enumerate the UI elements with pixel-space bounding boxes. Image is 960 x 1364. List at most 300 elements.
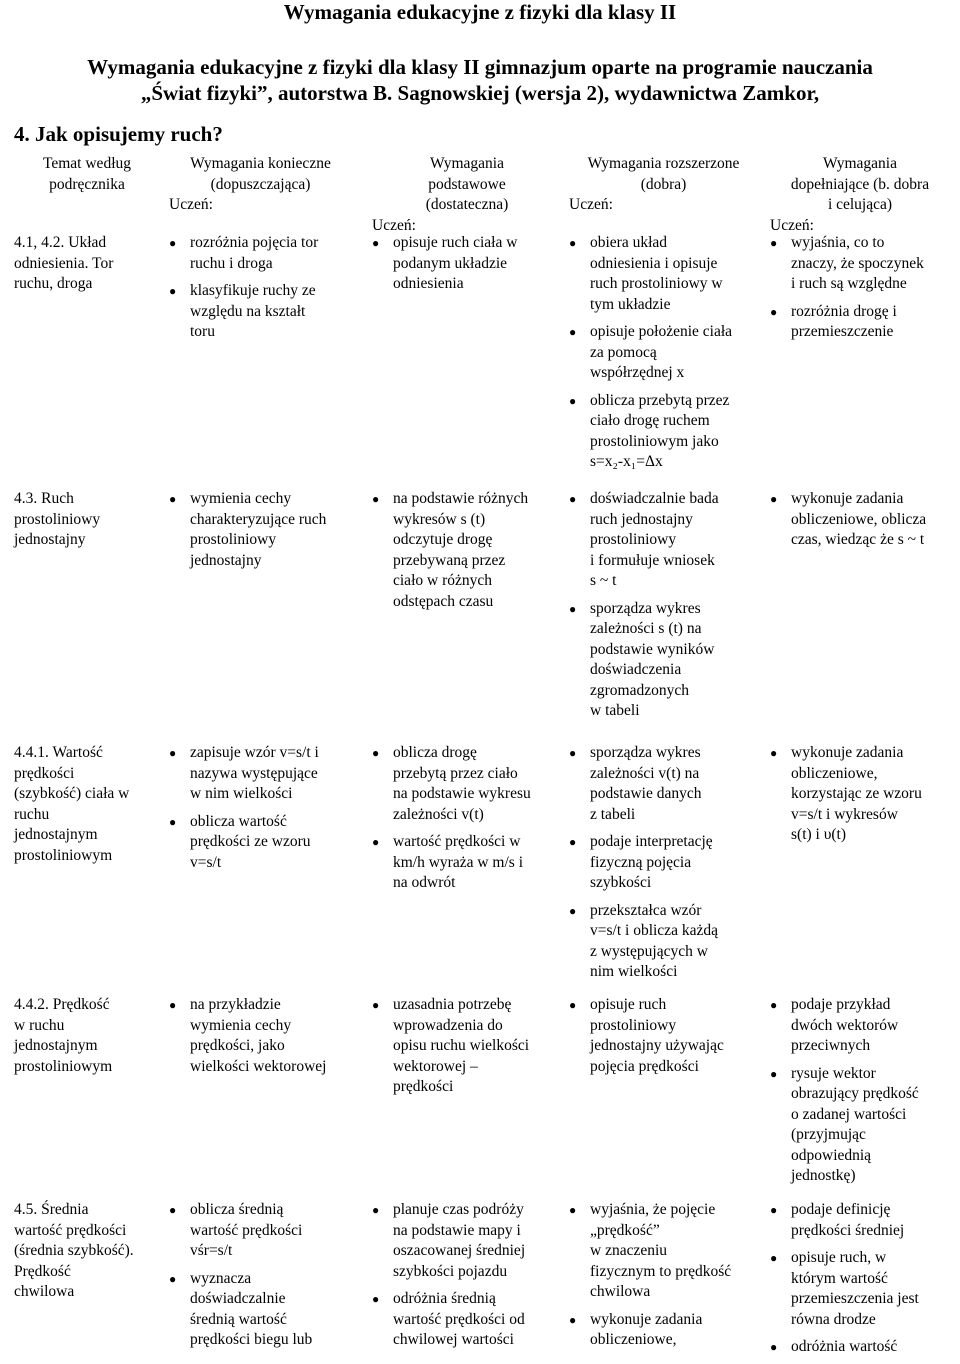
requirement-line: czas, wiedząc że s ~ t — [791, 531, 925, 548]
requirement-text — [190, 489, 352, 571]
requirement-line: rysuje wektor — [791, 1064, 876, 1082]
requirement-line: wektorowej – — [393, 1057, 478, 1075]
header-line: Wymagania rozszerzone — [587, 155, 740, 172]
requirement-cell — [169, 995, 352, 1077]
bullet-icon: ● — [569, 1312, 577, 1327]
requirement-line: rozróżnia drogę i — [791, 302, 897, 320]
requirement-line: opisu ruchu wielkości — [393, 1037, 530, 1054]
requirement-text — [190, 1200, 352, 1262]
requirement-line: jednostajny — [190, 551, 262, 569]
requirement-text — [393, 233, 562, 295]
requirement-cell — [770, 233, 950, 343]
requirement-line: odniesienia i opisuje — [590, 254, 718, 272]
bullet-icon: ● — [770, 1203, 778, 1217]
requirement-line: chwilowej wartości — [393, 1331, 514, 1348]
requirement-text — [590, 995, 758, 1077]
requirement-line: jednostajny używając — [590, 1037, 724, 1054]
requirement-line: prostoliniowy — [190, 531, 277, 548]
requirement-item — [569, 322, 758, 384]
requirement-cell — [372, 1200, 562, 1351]
topic-line: prostoliniowym — [14, 846, 113, 864]
requirement-line: rozróżnia pojęcia tor — [190, 234, 319, 251]
requirement-item — [770, 1248, 950, 1330]
requirement-cell — [372, 489, 562, 612]
spacer — [169, 805, 352, 812]
requirement-text — [791, 743, 950, 846]
requirement-line: podstawie danych — [590, 785, 702, 802]
requirement-text — [590, 391, 758, 473]
requirement-line: w tabeli — [590, 702, 640, 719]
requirement-item — [569, 743, 758, 825]
requirement-line: odniesienia — [393, 275, 464, 292]
bullet-icon: ● — [372, 835, 380, 849]
requirement-line: wykonuje zadania — [791, 490, 904, 507]
requirement-item — [569, 832, 758, 894]
requirement-line: na podstawie mapy i — [393, 1221, 521, 1239]
requirement-line: na podstawie różnych — [393, 490, 529, 507]
spacer — [569, 894, 758, 901]
requirement-text — [590, 832, 758, 894]
requirement-line: ruch prostoliniowy w — [590, 275, 723, 292]
header-line: i celująca) — [827, 196, 893, 213]
requirement-text — [590, 322, 758, 384]
requirement-cell — [169, 233, 352, 343]
bullet-icon: ● — [569, 746, 577, 760]
requirement-item — [169, 812, 352, 874]
requirement-item — [569, 1310, 758, 1351]
requirement-text — [791, 302, 950, 343]
requirement-text — [590, 599, 758, 722]
requirement-text — [791, 1337, 950, 1358]
requirement-line: średnią wartość — [190, 1310, 287, 1328]
requirement-line: szybkości — [590, 874, 652, 891]
bullet-icon: ● — [569, 835, 577, 849]
requirement-line: przebywaną przez — [393, 551, 506, 569]
requirement-cell — [372, 743, 562, 894]
requirement-text — [791, 995, 950, 1057]
requirement-line: i ruch są względne — [791, 275, 907, 292]
topic-line: (szybkość) ciała w — [14, 785, 130, 802]
requirement-item — [770, 1064, 950, 1187]
topic-line: jednostajnym — [14, 826, 98, 843]
topic-line: odniesienia. Tor — [14, 254, 114, 272]
spacer — [169, 274, 352, 281]
spacer — [569, 315, 758, 322]
header-line: (dostateczna) — [425, 196, 509, 213]
student-label: Uczeń: — [569, 196, 613, 213]
requirement-line: vśr=s/t — [190, 1242, 233, 1259]
bullet-icon: ● — [569, 492, 577, 506]
bullet-icon: ● — [770, 1340, 778, 1354]
requirement-text — [791, 1248, 950, 1330]
requirement-cell — [569, 743, 758, 983]
requirement-item — [372, 743, 562, 825]
topic-cell — [14, 489, 160, 551]
requirement-line: wartość prędkości w — [393, 833, 521, 850]
requirement-text — [393, 743, 562, 825]
spacer — [770, 1241, 950, 1248]
requirement-item — [372, 1200, 562, 1282]
requirement-line: fizyczną pojęcia — [590, 853, 692, 871]
requirement-line: wykresów s (t) — [393, 510, 486, 528]
bullet-icon: ● — [372, 746, 380, 760]
requirement-item — [169, 1200, 352, 1262]
bullet-icon: ● — [770, 1251, 778, 1265]
requirement-line: prostoliniowym jako — [590, 432, 719, 450]
bullet-icon: ● — [770, 746, 778, 760]
requirement-line: charakteryzujące ruch — [190, 510, 327, 528]
requirement-cell — [569, 233, 758, 473]
requirement-line: (przyjmując — [791, 1126, 866, 1143]
requirement-text — [393, 832, 562, 894]
topic-line: 4.3. Ruch — [14, 490, 74, 507]
requirement-line: v=s/t — [190, 853, 222, 871]
requirement-line: prędkości średniej — [791, 1221, 905, 1239]
header-line: Wymagania — [823, 155, 897, 172]
requirement-line: wyznacza — [190, 1269, 252, 1287]
spacer — [372, 825, 562, 832]
bullet-icon: ● — [169, 746, 177, 760]
requirement-text — [190, 1269, 352, 1351]
requirement-line: opisuje ruch, w — [791, 1249, 887, 1266]
requirement-line: w znaczeniu — [590, 1242, 668, 1259]
requirement-line: podaje interpretację — [590, 833, 713, 850]
requirement-item — [169, 743, 352, 805]
requirement-cell — [169, 1200, 352, 1351]
requirement-item — [372, 832, 562, 894]
requirement-line: v=s/t i oblicza każdą — [590, 922, 718, 939]
requirement-line: uzasadnia potrzebę — [393, 996, 512, 1013]
requirement-line: odstępach czasu — [393, 592, 494, 610]
requirement-text — [190, 812, 352, 874]
requirement-line: wartość prędkości od — [393, 1310, 525, 1328]
requirement-line: sporządza wykres — [590, 599, 701, 617]
requirement-text — [791, 1200, 950, 1241]
header-cell-basic — [372, 154, 562, 236]
requirement-line: oblicza wartość — [190, 812, 287, 830]
requirement-text — [590, 1310, 758, 1351]
bullet-icon: ● — [169, 814, 177, 829]
requirement-line: ruchu i droga — [190, 254, 273, 272]
requirement-text — [590, 489, 758, 592]
requirement-cell — [169, 489, 352, 571]
requirement-text — [190, 995, 352, 1077]
requirement-line: prędkości ze wzoru — [190, 833, 311, 850]
requirement-line: oblicza przebytą przez — [590, 391, 730, 409]
requirement-line: s(t) i υ(t) — [791, 826, 847, 843]
requirement-item — [569, 1200, 758, 1303]
requirement-line: przemieszczenia jest — [791, 1290, 919, 1307]
requirement-line: zgromadzonych — [590, 681, 689, 699]
requirement-item — [169, 233, 352, 274]
requirement-line: wymienia cechy — [190, 490, 292, 507]
requirement-cell — [372, 233, 562, 295]
requirement-line: obliczeniowe, — [791, 764, 878, 782]
requirement-line: prędkości, jako — [190, 1037, 285, 1054]
requirement-line: zależności v(t) na — [590, 764, 700, 782]
requirement-line: podanym układzie — [393, 254, 508, 272]
topic-line: jednostajnym — [14, 1037, 98, 1054]
requirement-line: toru — [190, 323, 215, 340]
requirement-line: klasyfikuje ruchy ze — [190, 282, 316, 299]
requirement-line: na przykładzie — [190, 996, 281, 1013]
requirement-text — [190, 743, 352, 805]
requirement-text — [590, 233, 758, 315]
student-label: Uczeń: — [169, 196, 213, 213]
topic-line: 4.5. Średnia — [14, 1201, 89, 1218]
bullet-icon: ● — [372, 492, 380, 506]
requirement-text — [393, 995, 562, 1098]
topic-line: Prędkość — [14, 1262, 71, 1280]
bullet-icon: ● — [569, 393, 577, 408]
requirement-line: odczytuje drogę — [393, 531, 493, 548]
requirement-cell — [770, 743, 950, 846]
requirement-line: przekształca wzór — [590, 901, 702, 919]
requirement-line: opisuje położenie ciała — [590, 323, 733, 340]
requirement-line: obliczeniowe, oblicza — [791, 510, 927, 528]
requirement-line: względu na kształt — [190, 302, 306, 320]
requirement-line: równa drodze — [791, 1310, 876, 1328]
topic-line: prędkości — [14, 764, 75, 782]
spacer — [372, 1282, 562, 1289]
requirement-text — [590, 1200, 758, 1303]
requirement-line: nim wielkości — [590, 963, 678, 980]
requirement-line: km/h wyraża w m/s i — [393, 853, 524, 871]
requirement-line: planuje czas podróży — [393, 1201, 524, 1218]
requirement-line: na odwrót — [393, 874, 456, 891]
requirement-cell — [569, 1200, 758, 1351]
section-heading: 4. Jak opisujemy ruch? — [14, 122, 223, 146]
topic-line: chwilowa — [14, 1283, 75, 1300]
requirement-line: wykonuje zadania — [590, 1310, 703, 1328]
requirement-cell — [770, 1200, 950, 1358]
requirement-text — [590, 901, 758, 983]
requirement-item — [372, 995, 562, 1098]
requirement-cell — [169, 743, 352, 873]
document-heading — [0, 54, 960, 106]
requirement-text — [590, 743, 758, 825]
requirement-item — [569, 599, 758, 722]
requirement-line: przemieszczenie — [791, 323, 894, 340]
requirement-text — [190, 281, 352, 343]
requirement-line: wielkości wektorowej — [190, 1057, 327, 1075]
requirement-item — [569, 391, 758, 473]
header-cell-complementary — [770, 154, 950, 236]
requirement-line: doświadczenia — [590, 661, 682, 678]
bullet-icon: ● — [169, 1203, 177, 1217]
requirement-line: oblicza średnią — [190, 1201, 284, 1218]
requirement-line: odpowiednią — [791, 1146, 872, 1164]
requirement-item — [372, 489, 562, 612]
bullet-icon: ● — [569, 903, 577, 918]
requirement-item — [372, 1289, 562, 1351]
bullet-icon: ● — [770, 236, 778, 250]
requirement-line: przebytą przez ciało — [393, 764, 518, 782]
spacer — [569, 592, 758, 599]
requirement-line: zależności s (t) na — [590, 620, 702, 637]
requirement-line: z tabeli — [590, 805, 636, 823]
requirement-line: podstawie wyników — [590, 640, 715, 658]
topic-cell — [14, 1200, 160, 1303]
requirement-line: obrazujący prędkość — [791, 1085, 919, 1102]
header-cell-essential — [169, 154, 352, 216]
requirement-line: obiera układ — [590, 234, 668, 251]
requirement-line: fizycznym to prędkość — [590, 1262, 732, 1280]
requirement-line: wprowadzenia do — [393, 1016, 503, 1034]
requirement-line: opisuje ruch — [590, 996, 667, 1013]
header-line: Wymagania — [430, 155, 504, 172]
requirement-line: opisuje ruch ciała w — [393, 234, 518, 251]
requirement-line: pojęcia prędkości — [590, 1057, 699, 1075]
document-heading-line: „Świat fizyki”, autorstwa B. Sagnowskiej (wersja 2), wydawnictwa Zamkor, — [140, 81, 820, 105]
bullet-icon: ● — [770, 492, 778, 506]
topic-line: 4.4.1. Wartość — [14, 744, 103, 761]
requirement-cell — [372, 995, 562, 1098]
requirement-item — [569, 995, 758, 1077]
requirement-line: podaje definicję — [791, 1201, 891, 1218]
requirement-line: v=s/t i wykresów — [791, 805, 898, 823]
requirement-line: prostoliniowy — [590, 531, 677, 548]
requirement-line: ruch jednostajny — [590, 510, 693, 528]
requirement-text — [791, 233, 950, 295]
bullet-icon: ● — [372, 998, 380, 1012]
requirement-line: nazywa występujące — [190, 764, 318, 782]
requirement-line: chwilowa — [590, 1283, 651, 1300]
requirement-line: wartość prędkości — [190, 1221, 303, 1239]
requirement-line: doświadczalnie bada — [590, 490, 719, 507]
requirement-line: odróżnia wartość — [791, 1338, 898, 1355]
requirement-line: i formułuje wniosek — [590, 551, 715, 569]
bullet-icon: ● — [372, 236, 380, 250]
requirement-line: odróżnia średnią — [393, 1290, 496, 1307]
student-label: Uczeń: — [770, 216, 814, 234]
student-label: Uczeń: — [372, 216, 416, 234]
requirement-line: wykonuje zadania — [791, 744, 904, 761]
requirement-line: podaje przykład — [791, 996, 891, 1013]
requirement-text — [190, 233, 352, 274]
header-line: podręcznika — [49, 175, 125, 193]
requirement-cell — [770, 995, 950, 1187]
requirement-line: jednostkę) — [791, 1167, 856, 1184]
page-title: Wymagania edukacyjne z fizyki dla klasy II — [283, 0, 677, 24]
requirement-line: z występujących w — [590, 942, 708, 960]
bullet-icon: ● — [169, 998, 177, 1012]
bullet-icon: ● — [169, 236, 177, 250]
topic-line: prostoliniowy — [14, 510, 101, 528]
header-line: (dobra) — [640, 175, 687, 193]
requirement-line: korzystając ze wzoru — [791, 785, 922, 802]
requirement-cell — [770, 489, 950, 551]
requirement-line: którym wartość — [791, 1269, 888, 1287]
requirement-item — [569, 901, 758, 983]
requirement-line: zależności v(t) — [393, 805, 484, 823]
requirement-item — [770, 1337, 950, 1358]
bullet-icon: ● — [770, 998, 778, 1012]
requirement-item — [770, 743, 950, 846]
bullet-icon: ● — [372, 1292, 380, 1306]
requirement-line: wymienia cechy — [190, 1016, 292, 1034]
requirement-line: s ~ t — [590, 572, 617, 589]
header-cell-topic — [14, 154, 160, 195]
requirement-text — [393, 1289, 562, 1351]
requirement-text — [791, 1064, 950, 1187]
requirement-line: s=x₂-x₁=Δx — [590, 453, 663, 470]
spacer — [569, 1303, 758, 1310]
requirement-line: obliczeniowe, — [590, 1331, 677, 1348]
requirement-item — [169, 1269, 352, 1351]
bullet-icon: ● — [169, 284, 177, 298]
requirement-item — [169, 281, 352, 343]
requirement-line: prędkości — [393, 1078, 454, 1095]
spacer — [770, 295, 950, 302]
requirement-item — [169, 995, 352, 1077]
topic-line: prostoliniowym — [14, 1057, 113, 1075]
header-line: podstawowe — [428, 175, 506, 193]
requirement-item — [770, 489, 950, 551]
bullet-icon: ● — [770, 1066, 778, 1081]
topic-line: ruchu — [14, 805, 50, 823]
bullet-icon: ● — [169, 492, 177, 506]
spacer — [770, 1330, 950, 1337]
header-line: dopełniające (b. dobra — [790, 175, 930, 193]
requirement-line: na podstawie wykresu — [393, 785, 531, 802]
requirement-line: w nim wielkości — [190, 785, 293, 802]
requirement-item — [770, 302, 950, 343]
topic-line: 4.1, 4.2. Układ — [14, 234, 107, 251]
requirement-item — [770, 995, 950, 1057]
document-heading-line: Wymagania edukacyjne z fizyki dla klasy II gimnazjum oparte na programie nauczania — [87, 55, 873, 79]
requirement-item — [569, 233, 758, 315]
bullet-icon: ● — [569, 998, 577, 1012]
requirement-line: współrzędnej x — [590, 364, 685, 381]
bullet-icon: ● — [569, 601, 577, 616]
header-line: Temat według — [42, 155, 131, 172]
topic-line: wartość prędkości — [14, 1221, 127, 1239]
requirement-line: szybkości pojazdu — [393, 1262, 508, 1280]
requirement-line: za pomocą — [590, 343, 657, 361]
requirement-line: doświadczalnie — [190, 1290, 286, 1307]
header-cell-extended — [569, 154, 758, 216]
requirement-line: zapisuje wzór v=s/t i — [190, 744, 319, 761]
topic-line: jednostajny — [14, 531, 86, 548]
requirement-line: dwóch wektorów — [791, 1016, 899, 1034]
requirement-line: ciało drogę ruchem — [590, 412, 710, 429]
header-line: (dopuszczająca) — [210, 175, 311, 193]
requirement-line: o zadanej wartości — [791, 1105, 907, 1123]
requirement-line: oblicza drogę — [393, 744, 477, 761]
requirement-line: prędkości biegu lub — [190, 1331, 313, 1348]
requirement-line: „prędkość” — [590, 1221, 660, 1239]
bullet-icon: ● — [569, 325, 577, 339]
topic-cell — [14, 233, 160, 295]
requirement-line: tym układzie — [590, 295, 671, 313]
requirement-line: znaczy, że spoczynek — [791, 254, 924, 272]
requirement-cell — [569, 995, 758, 1077]
requirement-item — [770, 233, 950, 295]
topic-line: ruchu, droga — [14, 275, 93, 292]
requirement-item — [569, 489, 758, 592]
bullet-icon: ● — [372, 1203, 380, 1217]
topic-cell — [14, 743, 160, 866]
requirement-line: ciało w różnych — [393, 572, 492, 589]
topic-line: 4.4.2. Prędkość — [14, 996, 110, 1013]
requirement-item — [372, 233, 562, 295]
requirement-text — [791, 489, 950, 551]
requirement-line: przeciwnych — [791, 1037, 871, 1054]
requirement-item — [169, 489, 352, 571]
topic-cell — [14, 995, 160, 1077]
requirement-text — [393, 489, 562, 612]
